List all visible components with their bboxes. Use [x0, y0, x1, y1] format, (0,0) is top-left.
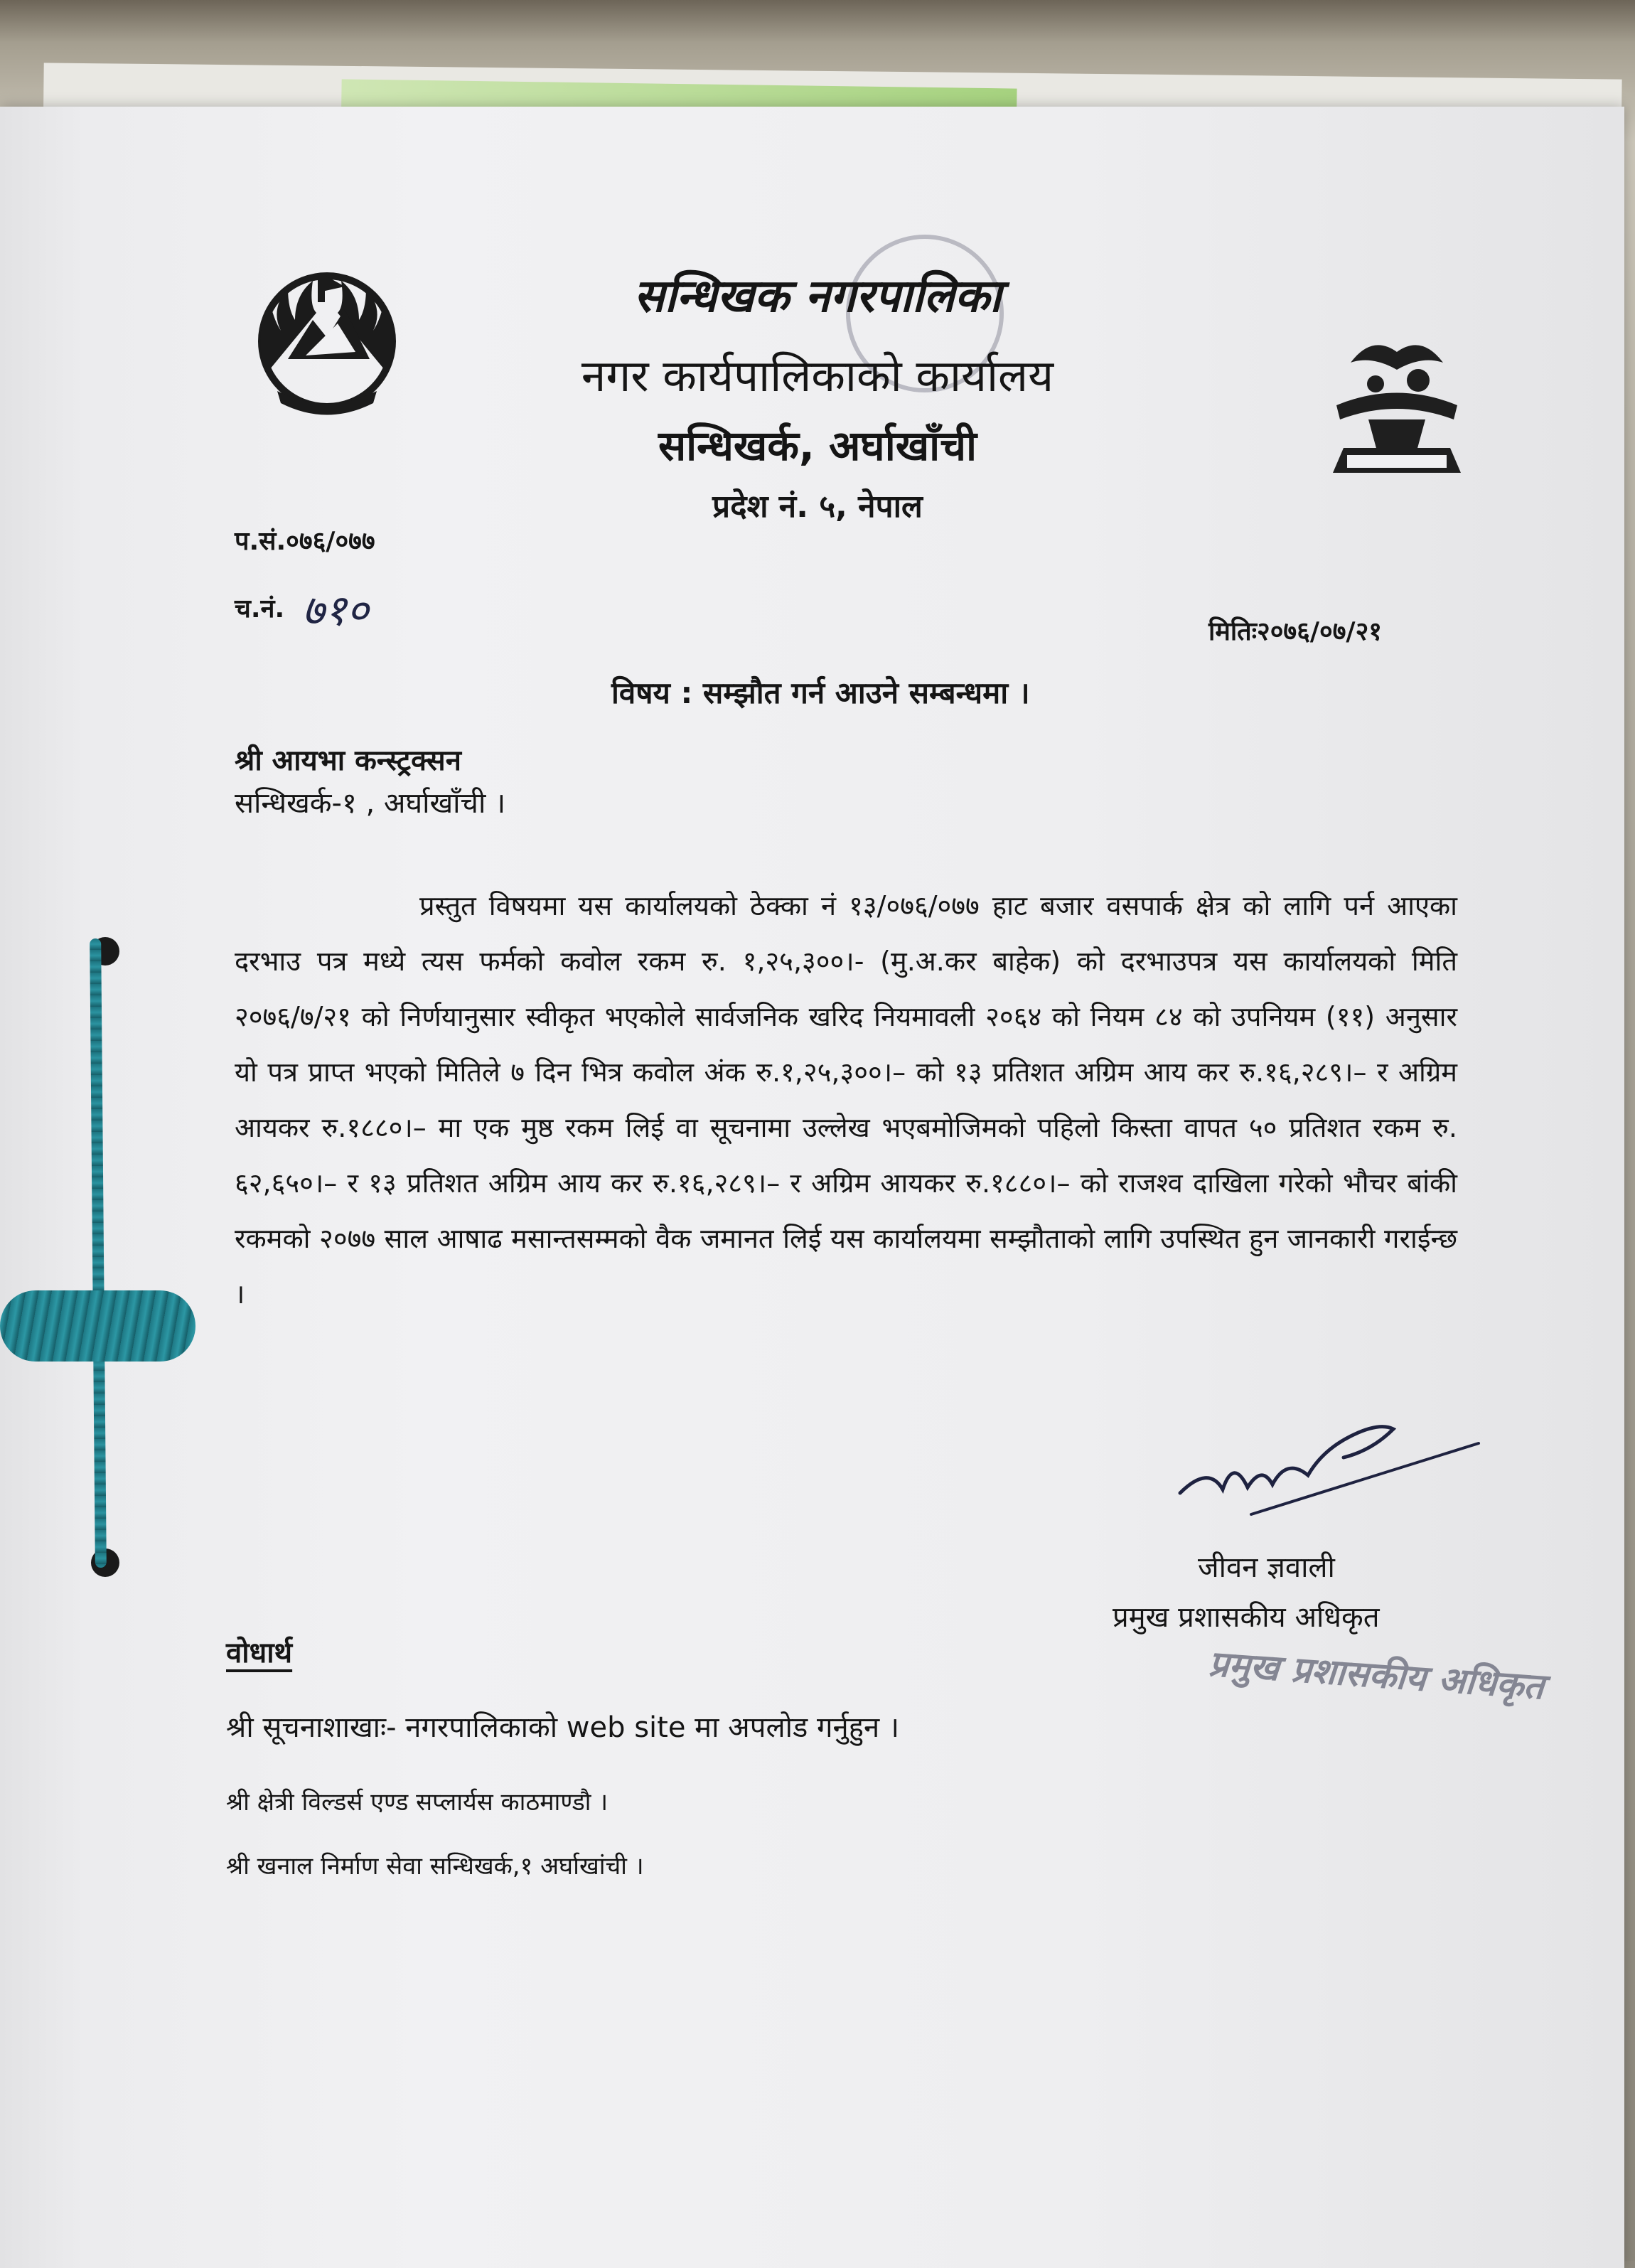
- signatory-title: प्रमुख प्रशासकीय अधिकृत: [1113, 1601, 1380, 1634]
- office-address: सन्धिखर्क, अर्घाखाँची: [658, 422, 977, 470]
- recipient-address: सन्धिखर्क-१ , अर्घाखाँची ।: [235, 787, 506, 820]
- signatory-name: जीवन ज्ञवाली: [1198, 1551, 1335, 1584]
- recipient-name: श्री आयभा कन्स्ट्रक्सन: [235, 744, 461, 777]
- municipality-name: सन्धिखक नगरपालिका: [633, 270, 1002, 323]
- office-name: नगर कार्यपालिकाको कार्यालय: [581, 350, 1054, 402]
- handwritten-signature-icon: [1166, 1408, 1493, 1529]
- dispatch-label: च.नं.: [235, 594, 285, 624]
- letter-subject: विषय : सम्झौत गर्न आउने सम्बन्धमा ।: [611, 675, 1030, 710]
- cc-item: श्री क्षेत्री विल्डर्स एण्ड सप्लार्यस काठमाण्डौ ।: [226, 1788, 609, 1817]
- letter-body: प्रस्तुत विषयमा यस कार्यालयको ठेक्का नं १३/०७६/०७७ हाट बजार वसपार्क क्षेत्र को लागि पर्न आएका दरभाउ पत्र मध्ये त्यस फर्मको कवोल रकम रु. १,२५,३००।- (मु.अ.कर बाहेक) को दरभाउपत्र यस कार्यालयको मिति २०७६/७/२१ को निर्णयानुसार स्वीकृत भएकोले सार्वजनिक खरिद नियमावली २०६४ को नियम ८४ को उपनियम (११) अनुसार यो पत्र प्राप्त भएको मितिले ७ दिन भित्र कवोल अंक रु.१,२५,३००।– को १३ प्रतिशत अग्रिम आय कर रु.१६,२८९।– र अग्रिम आयकर रु.१८८०।– मा एक मुष्ठ रकम लिई वा सूचनामा उल्लेख भएबमोजिमको पहिलो किस्ता वापत ५० प्रतिशत रकम रु. ६२,६५०।– र १३ प्रतिशत अग्रिम आय कर रु.१६,२८९।– र अग्रिम आयकर रु.१८८०।– को राजश्व दाखिला गरेको भौचर बांकी रकमको २०७७ साल आषाढ मसान्तसम्मको वैक जमानत लिई यस कार्यालयमा सम्झौताको लागि उपस्थित हुन जानकारी गराईन्छ ।: [235, 890, 1457, 1310]
- letter-date: मितिः२०७६/०७/२१: [1208, 617, 1383, 646]
- province-line: प्रदेश नं. ५, नेपाल: [712, 488, 923, 525]
- cc-item: श्री खनाल निर्माण सेवा सन्धिखर्क,१ अर्घाखांची ।: [226, 1852, 644, 1881]
- letter-number: प.सं.०७६/०७७: [235, 527, 375, 556]
- designation-stamp: प्रमुख प्रशासकीय अधिकृत: [1207, 1642, 1545, 1708]
- cc-heading: वोधार्थ: [226, 1637, 293, 1669]
- binding-knot: [0, 1290, 195, 1362]
- cc-item: श्री सूचनाशाखाः- नगरपालिकाको web site मा अपलोड गर्नुहुन ।: [226, 1711, 900, 1744]
- dispatch-number: ७१०: [302, 586, 369, 636]
